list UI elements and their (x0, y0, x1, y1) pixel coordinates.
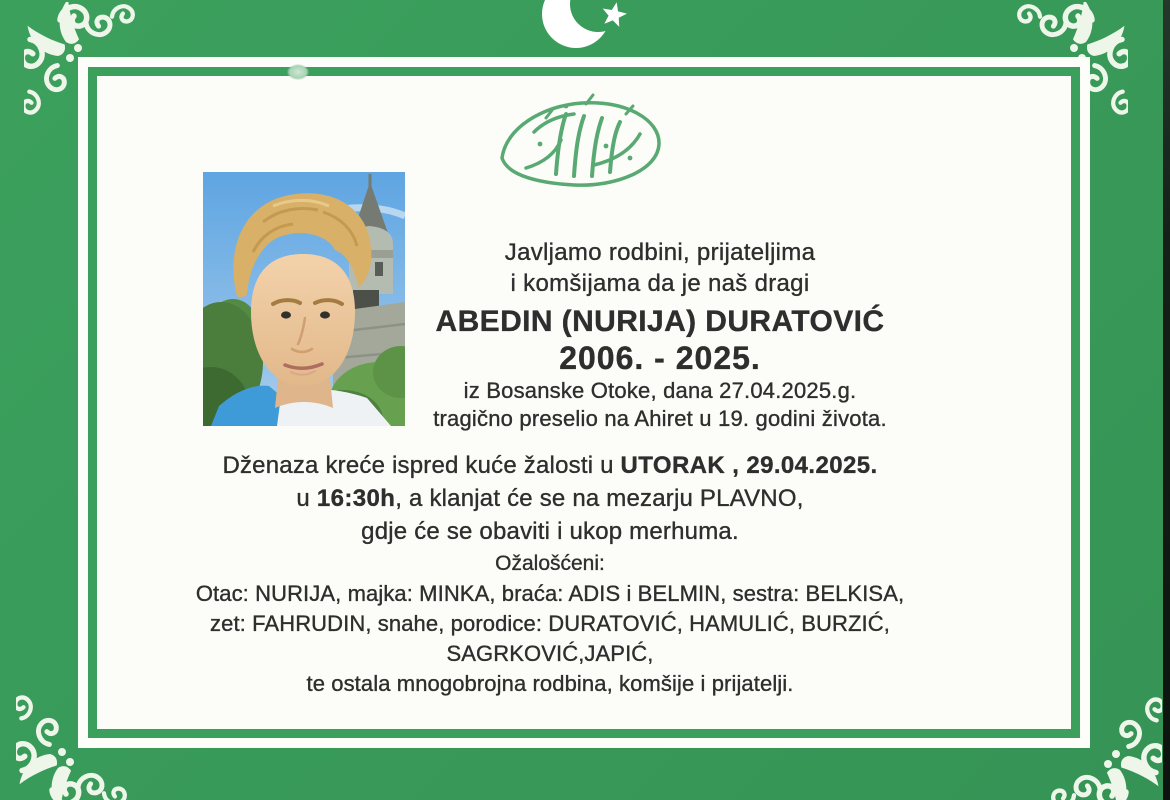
intro-line-1: Javljamo rodbini, prijateljima (504, 239, 816, 266)
mourners-line-1: Otac: NURIJA, majka: MINKA, braća: ADIS i BELMIN, sestra: BELKISA, (195, 581, 905, 606)
scan-punch-artifact (287, 64, 309, 80)
deceased-photo (203, 172, 405, 426)
funeral-line-2-suffix: , a klanjat će se na mezarju PLAVNO, (395, 485, 804, 512)
mourners-label: Ožalošćeni: (495, 552, 605, 575)
intro-line-2: i komšijama da je naš dragi (510, 270, 810, 297)
funeral-line-2 (95, 482, 1005, 515)
mourners-line-3: SAGRKOVIĆ,JAPIĆ, (446, 641, 654, 666)
deceased-name: ABEDIN (NURIJA) DURATOVIĆ (435, 305, 885, 338)
mourners-line-2: zet: FAHRUDIN, snahe, porodice: DURATOVIĆ, HAMULIĆ, BURZIĆ, (210, 611, 890, 636)
funeral-line-3: gdje će se obaviti i ukop merhuma. (361, 518, 739, 545)
crescent-and-star-icon (526, 0, 646, 58)
announcement-block (400, 237, 920, 433)
funeral-line-1 (95, 449, 1005, 482)
origin-line: iz Bosanske Otoke, dana 27.04.2025.g. (463, 378, 857, 403)
funeral-day-date: UTORAK , 29.04.2025. (620, 452, 878, 479)
death-line: tragično preselio na Ahiret u 19. godini života. (433, 406, 887, 431)
funeral-details-block (95, 449, 1005, 699)
funeral-line-2-prefix: u (296, 485, 317, 512)
funeral-line-1-text: Dženaza kreće ispred kuće žalosti u (222, 452, 621, 479)
arabic-calligraphy-icon (488, 84, 676, 202)
scan-edge-strip (1163, 0, 1170, 800)
funeral-time: 16:30h (316, 485, 396, 512)
mourners-line-4: te ostala mnogobrojna rodbina, komšije i prijatelji. (306, 671, 794, 696)
life-years: 2006. - 2025. (559, 340, 761, 376)
